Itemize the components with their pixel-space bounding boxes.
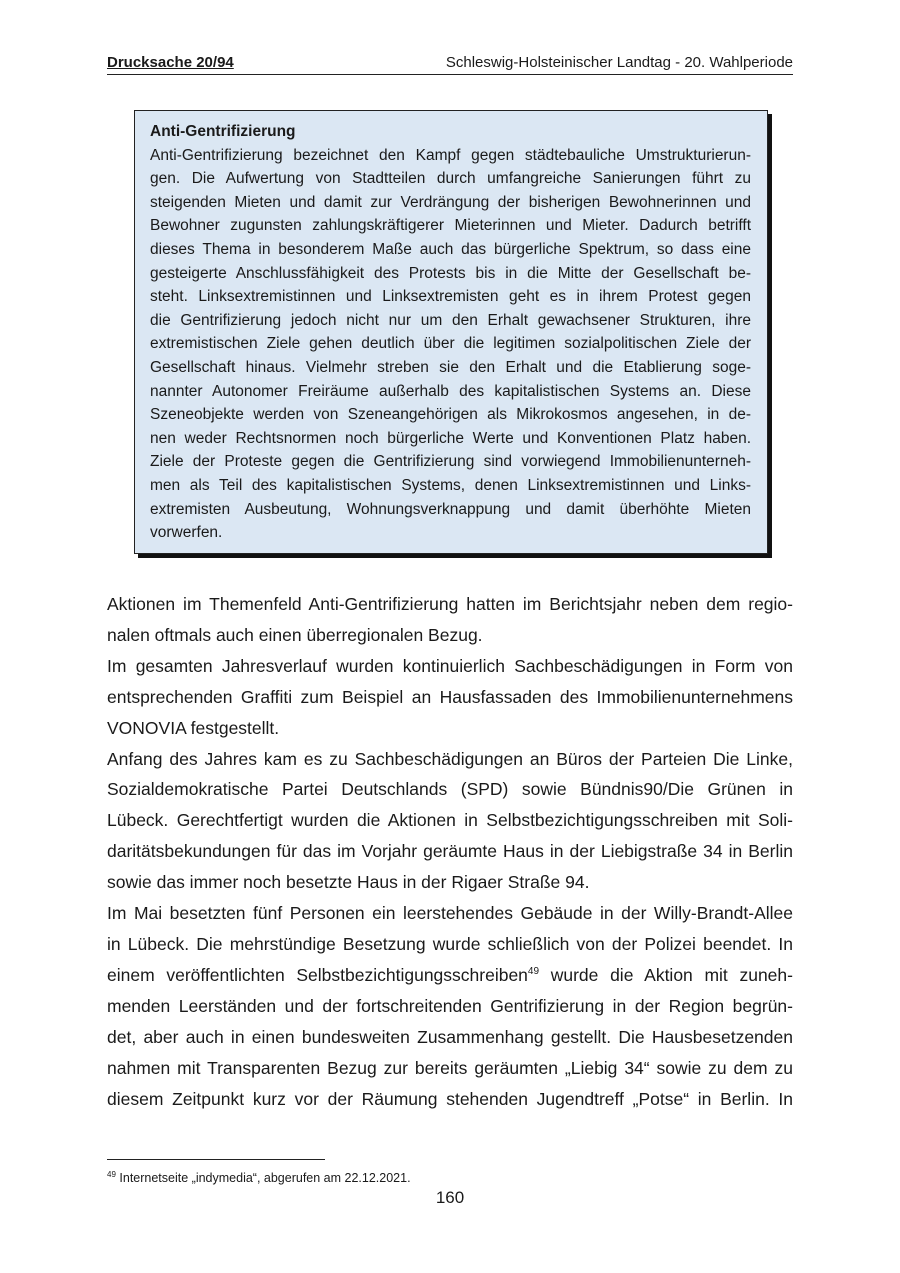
body-text <box>107 589 793 1114</box>
body-line: Im Mai besetzten fünf Personen ein leerstehendes Gebäude in der Willy-Brandt-Allee <box>107 903 793 924</box>
body-line <box>107 960 793 991</box>
info-box-line: Bewohner zugunsten zahlungskräftigerer Mieterinnen und Mieter. Dadurch betrifft <box>150 217 751 235</box>
info-box-line: Anti-Gentrifizierung bezeichnet den Kampf gegen städtebauliche Umstrukturierun- <box>150 146 751 164</box>
body-line: nahmen mit Transparenten Bezug zur bereits geräumten „Liebig 34“ sowie zu dem zu <box>107 1057 793 1078</box>
body-line: Lübeck. Gerechtfertigt wurden die Aktionen in Selbstbezichtigungsschreiben mit Soli- <box>107 810 793 831</box>
info-box-line: steht. Linksextremistinnen und Linksextremisten geht es in ihrem Protest gegen <box>150 288 751 306</box>
info-box-line: gen. Die Aufwertung von Stadtteilen durch umfangreiche Sanierungen führt zu <box>150 170 751 188</box>
body-line: nalen oftmals auch einen überregionalen Bezug. <box>107 624 483 645</box>
info-box-line: dieses Thema in besonderem Maße auch das bürgerliche Spektrum, so dass eine <box>150 240 751 258</box>
footnote <box>107 1170 411 1186</box>
body-line: entsprechenden Graffiti zum Beispiel an Hausfassaden des Immobilienunternehmens <box>107 686 793 707</box>
footnote-divider <box>107 1159 325 1160</box>
body-line: det, aber auch in einen bundesweiten Zusammenhang gestellt. Die Hausbesetzenden <box>107 1026 793 1047</box>
footnote-reference[interactable]: 49 <box>527 966 540 978</box>
info-box-line: nen weder Rechtsnormen noch bürgerliche Werte und Konventionen Platz haben. <box>150 429 751 447</box>
body-line: VONOVIA festgestellt. <box>107 717 280 738</box>
info-box-line: Gesellschaft hinaus. Vielmehr streben sie den Erhalt und die Etablierung soge- <box>150 358 751 376</box>
body-line: daritätsbekundungen für das im Vorjahr geräumte Haus in der Liebigstraße 34 in Berlin <box>107 841 793 862</box>
info-box-line: gesteigerte Anschlussfähigkeit des Protests bis in die Mitte der Gesellschaft be- <box>150 264 751 282</box>
info-box-anti-gentrification <box>134 110 768 554</box>
info-box-line: Szeneobjekte werden von Szeneangehörigen als Mikrokosmos angesehen, in de- <box>150 406 751 424</box>
info-box-line: men als Teil des kapitalistischen Systems, denen Linksextremistinnen und Links- <box>150 476 751 494</box>
page-header <box>107 54 793 75</box>
body-line: Im gesamten Jahresverlauf wurden kontinuierlich Sachbeschädigungen in Form von <box>107 655 793 676</box>
body-line: menden Leerständen und der fortschreitenden Gentrifizierung in der Region begrün- <box>107 995 793 1016</box>
body-line-part: einem veröffentlichten Selbstbezichtigungsschreiben <box>107 964 528 985</box>
body-line: Anfang des Jahres kam es zu Sachbeschädigungen an Büros der Parteien Die Linke, <box>107 748 793 769</box>
body-line: Aktionen im Themenfeld Anti-Gentrifizierung hatten im Berichtsjahr neben dem regio- <box>107 594 793 614</box>
info-box-line: vorwerfen. <box>150 524 223 542</box>
footnote-number: 49 <box>107 1169 116 1179</box>
body-line: diesem Zeitpunkt kurz vor der Räumung stehenden Jugendtreff „Potse“ in Berlin. In <box>107 1088 793 1109</box>
page-number: 160 <box>435 1188 465 1207</box>
parliament-title: Schleswig-Holsteinischer Landtag - 20. Wahlperiode <box>445 54 793 71</box>
info-box-line: Ziele der Proteste gegen die Gentrifizierung sind vorwiegend Immobilienunterneh- <box>150 453 751 471</box>
body-line: Sozialdemokratische Partei Deutschlands (SPD) sowie Bündnis90/Die Grünen in <box>107 779 793 800</box>
info-box-line: die Gentrifizierung jedoch nicht nur um den Erhalt gewachsener Strukturen, ihre <box>150 311 751 329</box>
info-box-title: Anti-Gentrifizierung <box>150 123 296 140</box>
info-box-line: extremistischen Ziele gehen deutlich über die legitimen sozialpolitischen Ziele der <box>150 335 751 353</box>
body-line: in Lübeck. Die mehrstündige Besetzung wurde schließlich von der Polizei beendet. In <box>107 933 793 954</box>
info-box-line: extremisten Ausbeutung, Wohnungsverknappung und damit überhöhte Mieten <box>150 500 751 518</box>
body-line: sowie das immer noch besetzte Haus in der Rigaer Straße 94. <box>107 872 590 893</box>
footnote-text: Internetseite „indymedia“, abgerufen am 22.12.2021. <box>119 1171 411 1185</box>
document-number: Drucksache 20/94 <box>107 54 234 71</box>
info-box-line: nannter Autonomer Freiräume außerhalb des kapitalistischen Systems an. Diese <box>150 382 751 400</box>
body-line-part: wurde die Aktion mit zuneh- <box>550 964 793 985</box>
info-box-line: steigenden Mieten und damit zur Verdrängung der bisherigen Bewohnerinnen und <box>150 193 751 211</box>
